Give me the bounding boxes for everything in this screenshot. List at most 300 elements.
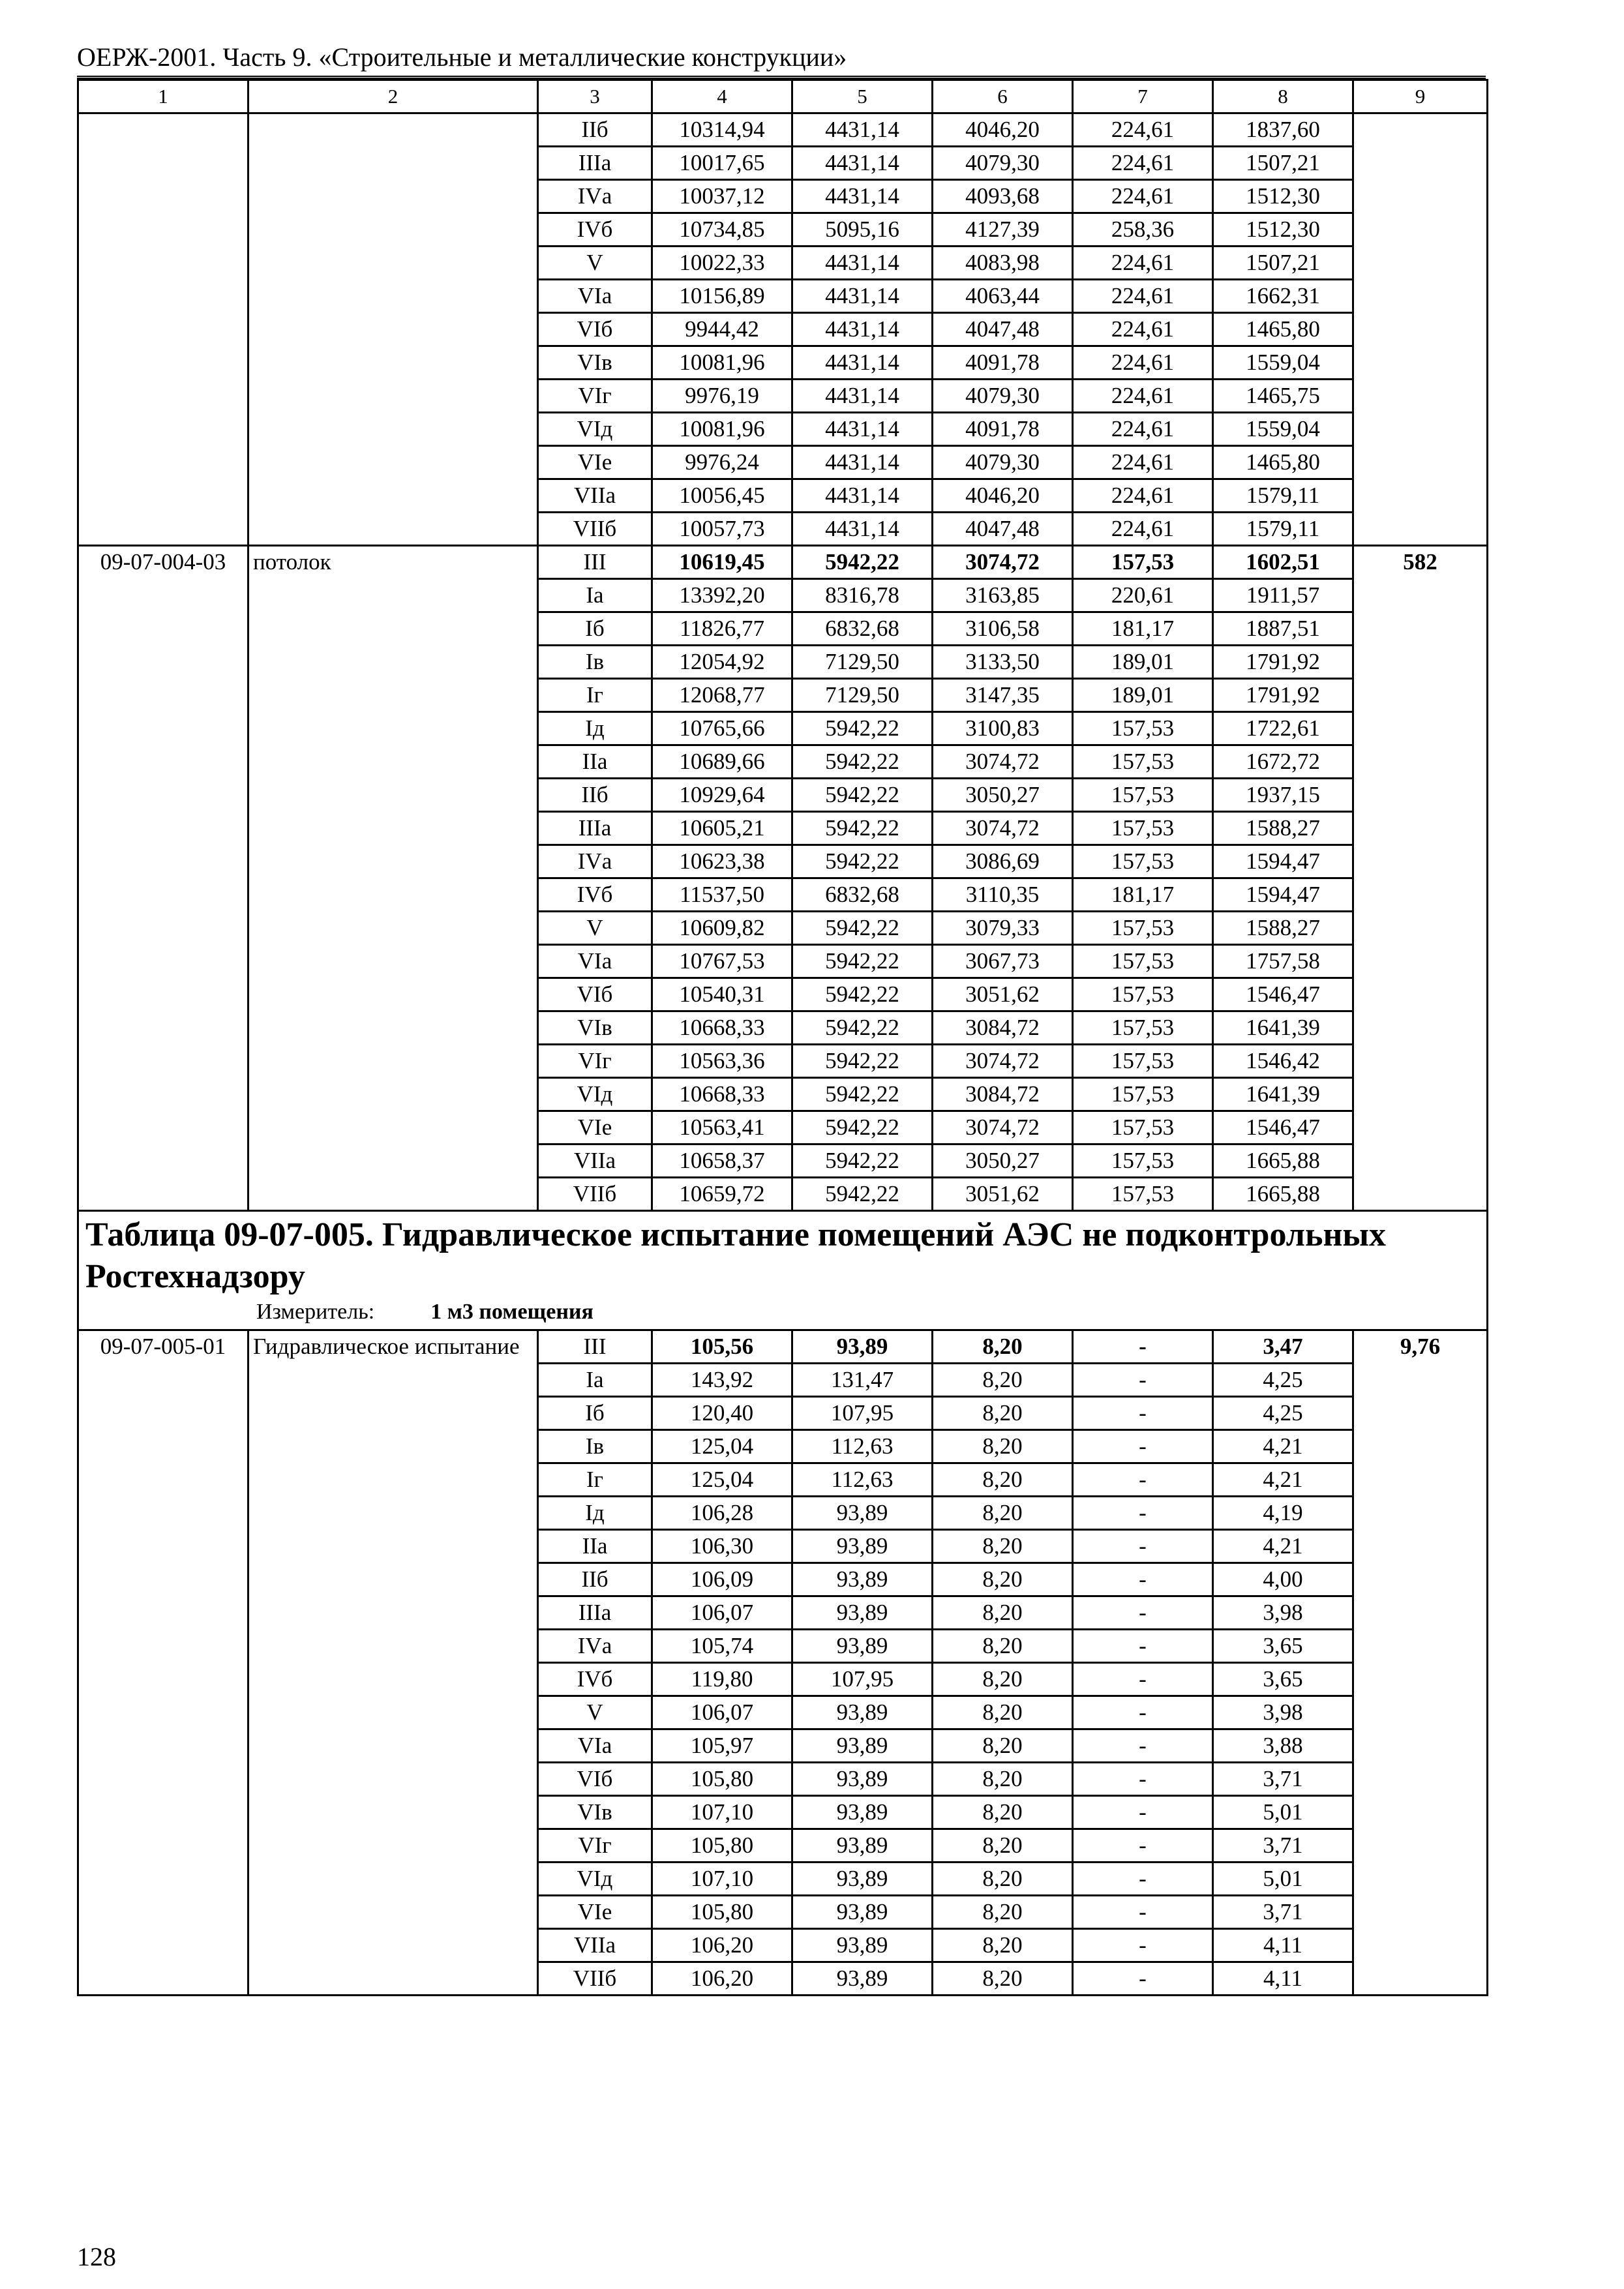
- value-cell: 3074,72: [933, 1111, 1073, 1144]
- value-cell: 5942,22: [792, 845, 933, 878]
- column-number-cell: 9: [1353, 80, 1488, 113]
- value-cell: 3084,72: [933, 1078, 1073, 1111]
- zone-cell: VIг: [538, 1829, 652, 1863]
- zone-cell: VIIб: [538, 513, 652, 546]
- value-cell: 13392,20: [652, 579, 792, 612]
- value-cell: 1588,27: [1213, 912, 1353, 945]
- value-cell: 105,80: [652, 1763, 792, 1796]
- code-cell: [78, 1763, 248, 1796]
- value-cell: 10619,45: [652, 546, 792, 579]
- table-row: [78, 1729, 1488, 1763]
- value-cell: 1559,04: [1213, 346, 1353, 380]
- value-cell: 1579,11: [1213, 513, 1353, 546]
- value-cell: 3,71: [1213, 1829, 1353, 1863]
- value-cell: 131,47: [792, 1364, 933, 1397]
- zone-cell: VIа: [538, 280, 652, 313]
- value-cell: 12054,92: [652, 646, 792, 679]
- table-row: [78, 1596, 1488, 1630]
- code-cell: [78, 1045, 248, 1078]
- code-cell: [78, 446, 248, 479]
- value-cell: 3050,27: [933, 1144, 1073, 1178]
- value-cell: 93,89: [792, 1863, 933, 1896]
- result-cell: 582: [1353, 546, 1488, 579]
- code-cell: [78, 213, 248, 247]
- result-cell: [1353, 1729, 1488, 1763]
- value-cell: 10081,96: [652, 413, 792, 446]
- value-cell: 10623,38: [652, 845, 792, 878]
- zone-cell: IIб: [538, 113, 652, 147]
- result-cell: [1353, 1663, 1488, 1696]
- table-row: [78, 646, 1488, 679]
- table-row: [78, 712, 1488, 745]
- description-cell: [248, 1763, 538, 1796]
- code-cell: [78, 113, 248, 147]
- value-cell: 5942,22: [792, 1111, 933, 1144]
- zone-cell: Iд: [538, 712, 652, 745]
- value-cell: 1641,39: [1213, 1078, 1353, 1111]
- value-cell: 10734,85: [652, 213, 792, 247]
- value-cell: 1546,47: [1213, 1111, 1353, 1144]
- code-cell: [78, 1663, 248, 1696]
- description-cell: [248, 745, 538, 779]
- table-row: [78, 679, 1488, 712]
- value-cell: 224,61: [1073, 479, 1213, 513]
- value-cell: 8,20: [933, 1430, 1073, 1463]
- description-cell: [248, 978, 538, 1011]
- table-row: [78, 1563, 1488, 1596]
- value-cell: 3067,73: [933, 945, 1073, 978]
- value-cell: 3,65: [1213, 1663, 1353, 1696]
- table-row: [78, 1463, 1488, 1497]
- zone-cell: IIа: [538, 1530, 652, 1563]
- value-cell: 157,53: [1073, 1111, 1213, 1144]
- value-cell: 93,89: [792, 1829, 933, 1863]
- value-cell: 224,61: [1073, 346, 1213, 380]
- column-number-cell: 4: [652, 80, 792, 113]
- column-number-row: [78, 80, 1488, 113]
- table-row: [78, 612, 1488, 646]
- zone-cell: IIа: [538, 745, 652, 779]
- code-cell: [78, 845, 248, 878]
- value-cell: 10081,96: [652, 346, 792, 380]
- value-cell: 3084,72: [933, 1011, 1073, 1045]
- result-cell: [1353, 1596, 1488, 1630]
- value-cell: 8,20: [933, 1596, 1073, 1630]
- description-cell: [248, 912, 538, 945]
- zone-cell: IIIа: [538, 1596, 652, 1630]
- result-cell: [1353, 180, 1488, 213]
- value-cell: 1665,88: [1213, 1178, 1353, 1211]
- result-cell: [1353, 413, 1488, 446]
- zone-cell: IVа: [538, 845, 652, 878]
- zone-cell: IIIа: [538, 147, 652, 180]
- description-cell: [248, 1729, 538, 1763]
- measure-line: [256, 1298, 1480, 1326]
- table-row: [78, 1962, 1488, 1996]
- value-cell: -: [1073, 1896, 1213, 1929]
- table-row: [78, 247, 1488, 280]
- value-cell: 5942,22: [792, 546, 933, 579]
- code-cell: [78, 1497, 248, 1530]
- result-cell: [1353, 945, 1488, 978]
- code-cell: [78, 1630, 248, 1663]
- value-cell: 4046,20: [933, 479, 1073, 513]
- code-cell: [78, 1430, 248, 1463]
- value-cell: 1465,80: [1213, 446, 1353, 479]
- table-row: [78, 878, 1488, 912]
- value-cell: 4431,14: [792, 513, 933, 546]
- value-cell: 8,20: [933, 1364, 1073, 1397]
- value-cell: 4431,14: [792, 147, 933, 180]
- result-cell: [1353, 812, 1488, 845]
- value-cell: -: [1073, 1729, 1213, 1763]
- result-cell: [1353, 280, 1488, 313]
- zone-cell: III: [538, 1330, 652, 1364]
- description-cell: [248, 513, 538, 546]
- value-cell: 106,30: [652, 1530, 792, 1563]
- value-cell: 93,89: [792, 1729, 933, 1763]
- column-number-cell: 7: [1073, 80, 1213, 113]
- zone-cell: IVб: [538, 213, 652, 247]
- value-cell: 93,89: [792, 1330, 933, 1364]
- code-cell: [78, 346, 248, 380]
- value-cell: 3079,33: [933, 912, 1073, 945]
- value-cell: 6832,68: [792, 878, 933, 912]
- zone-cell: VIIа: [538, 1144, 652, 1178]
- value-cell: 11537,50: [652, 878, 792, 912]
- value-cell: 8,20: [933, 1763, 1073, 1796]
- value-cell: 3,65: [1213, 1630, 1353, 1663]
- code-cell: [78, 380, 248, 413]
- value-cell: 5942,22: [792, 1045, 933, 1078]
- value-cell: 8,20: [933, 1729, 1073, 1763]
- value-cell: 3074,72: [933, 812, 1073, 845]
- description-cell: [248, 878, 538, 912]
- value-cell: 5942,22: [792, 1144, 933, 1178]
- value-cell: 4,00: [1213, 1563, 1353, 1596]
- value-cell: 4079,30: [933, 147, 1073, 180]
- value-cell: 181,17: [1073, 878, 1213, 912]
- value-cell: 106,07: [652, 1596, 792, 1630]
- value-cell: 11826,77: [652, 612, 792, 646]
- value-cell: -: [1073, 1630, 1213, 1663]
- description-cell: [248, 479, 538, 513]
- zone-cell: V: [538, 1696, 652, 1729]
- value-cell: 1594,47: [1213, 845, 1353, 878]
- zone-cell: VIв: [538, 1796, 652, 1829]
- zone-cell: Iб: [538, 612, 652, 646]
- result-cell: [1353, 1045, 1488, 1078]
- code-cell: [78, 180, 248, 213]
- value-cell: 5,01: [1213, 1863, 1353, 1896]
- value-cell: 189,01: [1073, 646, 1213, 679]
- page-header: ОЕРЖ-2001. Часть 9. «Строительные и металлические конструкции»: [77, 39, 1486, 79]
- value-cell: -: [1073, 1364, 1213, 1397]
- value-cell: 1662,31: [1213, 280, 1353, 313]
- code-cell: [78, 812, 248, 845]
- zone-cell: VIд: [538, 1863, 652, 1896]
- description-cell: [248, 1829, 538, 1863]
- description-cell: [248, 646, 538, 679]
- table-row: [78, 579, 1488, 612]
- value-cell: 8,20: [933, 1863, 1073, 1896]
- value-cell: 224,61: [1073, 446, 1213, 479]
- value-cell: 3086,69: [933, 845, 1073, 878]
- value-cell: 1546,47: [1213, 978, 1353, 1011]
- column-number-cell: 2: [248, 80, 538, 113]
- value-cell: 4431,14: [792, 380, 933, 413]
- value-cell: 106,20: [652, 1929, 792, 1962]
- value-cell: 5942,22: [792, 812, 933, 845]
- value-cell: 10689,66: [652, 745, 792, 779]
- table-row: [78, 1696, 1488, 1729]
- description-cell: потолок: [248, 546, 538, 579]
- value-cell: -: [1073, 1929, 1213, 1962]
- result-cell: 9,76: [1353, 1330, 1488, 1364]
- value-cell: 8,20: [933, 1497, 1073, 1530]
- value-cell: 224,61: [1073, 113, 1213, 147]
- value-cell: 1512,30: [1213, 213, 1353, 247]
- description-cell: [248, 612, 538, 646]
- description-cell: [248, 779, 538, 812]
- result-cell: [1353, 878, 1488, 912]
- code-cell: [78, 513, 248, 546]
- value-cell: 4,21: [1213, 1463, 1353, 1497]
- table-row: [78, 1397, 1488, 1430]
- value-cell: 10056,45: [652, 479, 792, 513]
- description-cell: [248, 1696, 538, 1729]
- code-cell: [78, 1563, 248, 1596]
- value-cell: 107,10: [652, 1863, 792, 1896]
- value-cell: 157,53: [1073, 845, 1213, 878]
- value-cell: -: [1073, 1796, 1213, 1829]
- value-cell: 1837,60: [1213, 113, 1353, 147]
- value-cell: 5942,22: [792, 945, 933, 978]
- table-row: [78, 280, 1488, 313]
- value-cell: 1546,42: [1213, 1045, 1353, 1078]
- value-cell: 1757,58: [1213, 945, 1353, 978]
- table-row: [78, 1111, 1488, 1144]
- result-cell: [1353, 978, 1488, 1011]
- code-cell: [78, 479, 248, 513]
- zone-cell: IVб: [538, 1663, 652, 1696]
- value-cell: 1512,30: [1213, 180, 1353, 213]
- code-cell: [78, 1463, 248, 1497]
- code-cell: [78, 679, 248, 712]
- value-cell: 8316,78: [792, 579, 933, 612]
- code-cell: [78, 1397, 248, 1430]
- result-cell: [1353, 712, 1488, 745]
- value-cell: 157,53: [1073, 812, 1213, 845]
- table-row: [78, 1763, 1488, 1796]
- zone-cell: VIа: [538, 945, 652, 978]
- column-number-cell: 8: [1213, 80, 1353, 113]
- value-cell: 157,53: [1073, 978, 1213, 1011]
- zone-cell: IVа: [538, 180, 652, 213]
- description-cell: [248, 945, 538, 978]
- table-row: [78, 1863, 1488, 1896]
- description-cell: [248, 413, 538, 446]
- code-cell: [78, 1144, 248, 1178]
- code-cell: [78, 878, 248, 912]
- table-row: [78, 479, 1488, 513]
- description-cell: [248, 446, 538, 479]
- value-cell: 10314,94: [652, 113, 792, 147]
- zone-cell: IIIа: [538, 812, 652, 845]
- description-cell: [248, 247, 538, 280]
- result-cell: [1353, 1078, 1488, 1111]
- code-cell: [78, 413, 248, 446]
- code-cell: [78, 1078, 248, 1111]
- value-cell: 93,89: [792, 1497, 933, 1530]
- value-cell: 10668,33: [652, 1011, 792, 1045]
- code-cell: [78, 712, 248, 745]
- value-cell: 5942,22: [792, 745, 933, 779]
- description-cell: [248, 1896, 538, 1929]
- value-cell: 10765,66: [652, 712, 792, 745]
- value-cell: 3074,72: [933, 1045, 1073, 1078]
- code-cell: [78, 1962, 248, 1996]
- value-cell: 3147,35: [933, 679, 1073, 712]
- value-cell: 8,20: [933, 1796, 1073, 1829]
- value-cell: 93,89: [792, 1763, 933, 1796]
- value-cell: 9976,19: [652, 380, 792, 413]
- code-cell: 09-07-004-03: [78, 546, 248, 579]
- value-cell: 4431,14: [792, 180, 933, 213]
- code-cell: [78, 280, 248, 313]
- zone-cell: VIе: [538, 1896, 652, 1929]
- result-cell: [1353, 1630, 1488, 1663]
- value-cell: 93,89: [792, 1563, 933, 1596]
- table-row: [78, 380, 1488, 413]
- value-cell: 1672,72: [1213, 745, 1353, 779]
- table-row: [78, 1663, 1488, 1696]
- value-cell: 4,11: [1213, 1929, 1353, 1962]
- result-cell: [1353, 346, 1488, 380]
- column-number-cell: 1: [78, 80, 248, 113]
- zone-cell: VIе: [538, 1111, 652, 1144]
- table-row: [78, 546, 1488, 579]
- value-cell: 4431,14: [792, 313, 933, 346]
- zone-cell: VIб: [538, 313, 652, 346]
- value-cell: 4047,48: [933, 513, 1073, 546]
- value-cell: 10658,37: [652, 1144, 792, 1178]
- result-cell: [1353, 1929, 1488, 1962]
- result-cell: [1353, 845, 1488, 878]
- description-cell: [248, 1078, 538, 1111]
- value-cell: 4047,48: [933, 313, 1073, 346]
- table-row: [78, 1530, 1488, 1563]
- table-title-cell: [78, 1211, 1488, 1330]
- value-cell: 93,89: [792, 1630, 933, 1663]
- result-cell: [1353, 247, 1488, 280]
- value-cell: 8,20: [933, 1829, 1073, 1863]
- value-cell: 1507,21: [1213, 147, 1353, 180]
- table-row: [78, 1896, 1488, 1929]
- description-cell: [248, 1663, 538, 1696]
- result-cell: [1353, 1829, 1488, 1863]
- value-cell: 3,98: [1213, 1596, 1353, 1630]
- zone-cell: Iа: [538, 579, 652, 612]
- value-cell: 10037,12: [652, 180, 792, 213]
- result-cell: [1353, 1178, 1488, 1211]
- zone-cell: VIа: [538, 1729, 652, 1763]
- value-cell: 3074,72: [933, 546, 1073, 579]
- table-row: [78, 413, 1488, 446]
- result-cell: [1353, 1962, 1488, 1996]
- table-row: [78, 1011, 1488, 1045]
- value-cell: 4431,14: [792, 346, 933, 380]
- value-cell: 4079,30: [933, 446, 1073, 479]
- table-row: [78, 1078, 1488, 1111]
- value-cell: 189,01: [1073, 679, 1213, 712]
- value-cell: 1507,21: [1213, 247, 1353, 280]
- column-number-cell: 3: [538, 80, 652, 113]
- value-cell: 1559,04: [1213, 413, 1353, 446]
- zone-cell: VIIб: [538, 1178, 652, 1211]
- description-cell: [248, 1863, 538, 1896]
- description-cell: [248, 280, 538, 313]
- value-cell: 3100,83: [933, 712, 1073, 745]
- value-cell: 12068,77: [652, 679, 792, 712]
- value-cell: 224,61: [1073, 413, 1213, 446]
- code-cell: [78, 1729, 248, 1763]
- result-cell: [1353, 1430, 1488, 1463]
- value-cell: 8,20: [933, 1330, 1073, 1364]
- table-row: [78, 1330, 1488, 1364]
- rates-table: [77, 79, 1488, 1996]
- zone-cell: VIв: [538, 1011, 652, 1045]
- value-cell: 10767,53: [652, 945, 792, 978]
- zone-cell: VIд: [538, 413, 652, 446]
- zone-cell: VIIб: [538, 1962, 652, 1996]
- value-cell: 8,20: [933, 1696, 1073, 1729]
- value-cell: 5942,22: [792, 912, 933, 945]
- description-cell: [248, 1796, 538, 1829]
- value-cell: -: [1073, 1829, 1213, 1863]
- value-cell: 157,53: [1073, 745, 1213, 779]
- value-cell: -: [1073, 1530, 1213, 1563]
- zone-cell: IIб: [538, 779, 652, 812]
- value-cell: 4431,14: [792, 113, 933, 147]
- description-cell: [248, 1530, 538, 1563]
- table-row: [78, 147, 1488, 180]
- result-cell: [1353, 779, 1488, 812]
- table-row: [78, 978, 1488, 1011]
- value-cell: 106,07: [652, 1696, 792, 1729]
- value-cell: 93,89: [792, 1796, 933, 1829]
- table-row: [78, 1144, 1488, 1178]
- zone-cell: Iб: [538, 1397, 652, 1430]
- value-cell: 224,61: [1073, 180, 1213, 213]
- value-cell: 4127,39: [933, 213, 1073, 247]
- value-cell: 93,89: [792, 1929, 933, 1962]
- zone-cell: IIб: [538, 1563, 652, 1596]
- table-row: [78, 945, 1488, 978]
- value-cell: 5,01: [1213, 1796, 1353, 1829]
- code-cell: [78, 945, 248, 978]
- value-cell: 157,53: [1073, 1178, 1213, 1211]
- value-cell: 10609,82: [652, 912, 792, 945]
- value-cell: 4063,44: [933, 280, 1073, 313]
- code-cell: [78, 912, 248, 945]
- value-cell: 181,17: [1073, 612, 1213, 646]
- zone-cell: V: [538, 247, 652, 280]
- value-cell: 9944,42: [652, 313, 792, 346]
- result-cell: [1353, 1497, 1488, 1530]
- value-cell: 157,53: [1073, 912, 1213, 945]
- table-title-row: [78, 1211, 1488, 1330]
